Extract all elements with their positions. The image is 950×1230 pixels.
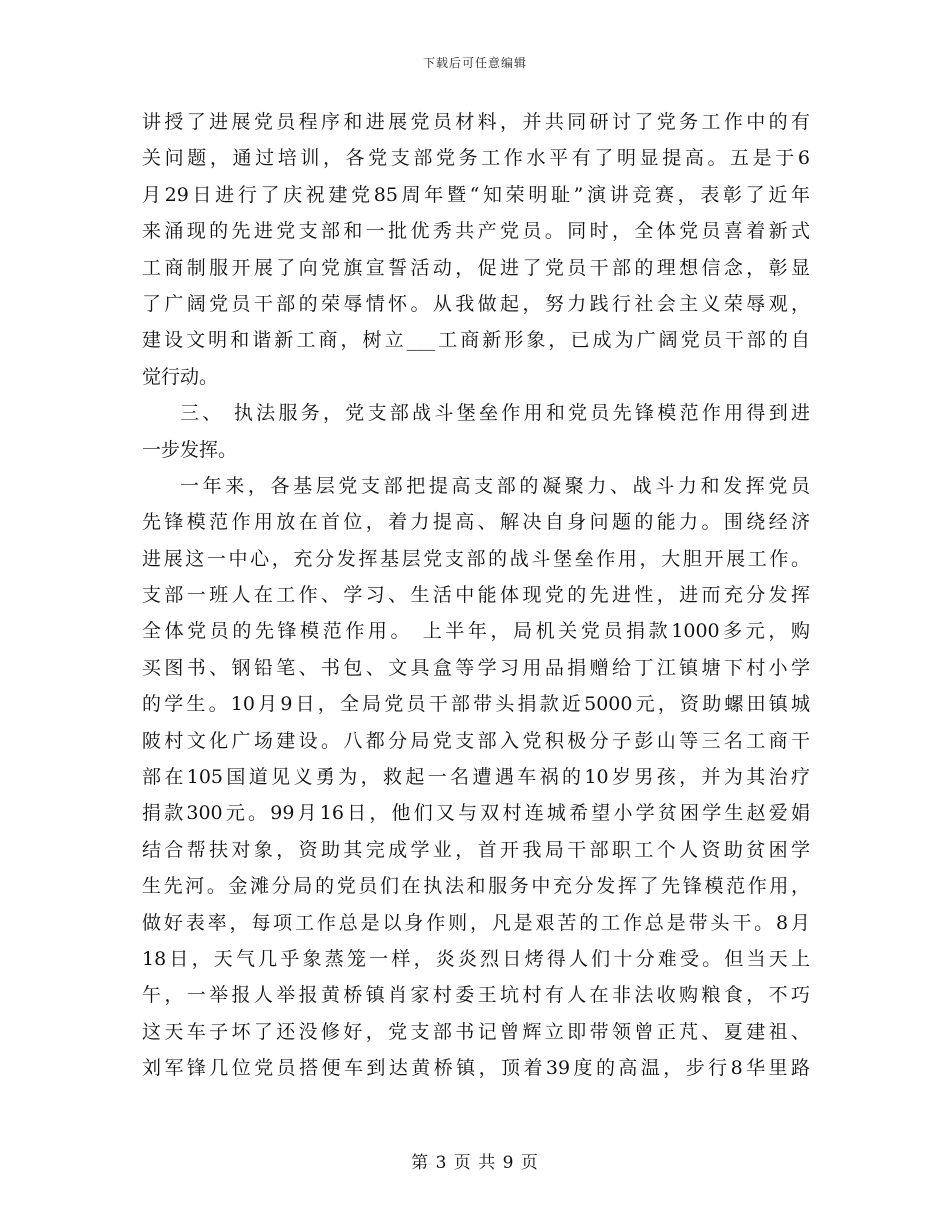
text-line: 18日，天气几乎象蒸笼一样，炎炎烈日烤得人们十分难受。但当天上 [142, 947, 810, 970]
text-line: 支部一班人在工作、学习、生活中能体现党的先进性，进而充分发挥 [142, 584, 810, 607]
page-header-note: 下载后可任意编辑 [422, 56, 527, 70]
text-line: 建设文明和谐新工商，树立___工商新形象，已成为广阔党员干部的自 [142, 329, 810, 352]
text-line: 来涌现的先进党支部和一批优秀共产党员。同时，全体党员喜着新式 [142, 220, 810, 243]
text-line: 工商制服开展了向党旗宣誓活动，促进了党员干部的理想信念，彰显 [142, 256, 810, 279]
text-line: 陂村文化广场建设。八都分局党支部入党积极分子彭山等三名工商干 [142, 729, 810, 752]
text-line: 进展这一中心，充分发挥基层党支部的战斗堡垒作用，大胆开展工作。 [142, 547, 810, 570]
text-line: 刘军锋几位党员搭便车到达黄桥镇，顶着39度的高温，步行8华里路 [142, 1057, 810, 1080]
text-line: 觉行动。 [142, 365, 219, 388]
text-line: 这天车子坏了还没修好，党支部书记曾辉立即带领曾正芃、夏建祖、 [142, 1020, 810, 1043]
text-line: 买图书、钢铅笔、书包、文具盒等学习用品捐赠给丁江镇塘下村小学 [142, 656, 810, 679]
text-line: 先锋模范作用放在首位，着力提高、解决自身问题的能力。围绕经济 [142, 511, 810, 534]
text-line: 部在105国道见义勇为，救起一名遭遇车祸的10岁男孩，并为其治疗 [142, 766, 810, 789]
text-line: 午，一举报人举报黄桥镇肖家村委王坑村有人在非法收购粮食，不巧 [142, 984, 810, 1007]
text-line: 结合帮扶对象，资助其完成学业，首开我局干部职工个人资助贫困学 [142, 838, 810, 861]
text-line: 做好表率，每项工作总是以身作则，凡是艰苦的工作总是带头干。8月 [142, 911, 810, 934]
text-line: 生先河。金滩分局的党员们在执法和服务中充分发挥了先锋模范作用， [142, 875, 810, 898]
text-line: 的学生。10月9日，全局党员干部带头捐款近5000元，资助螺田镇城 [142, 693, 810, 716]
text-line: 了广阔党员干部的荣辱情怀。从我做起，努力践行社会主义荣辱观， [142, 292, 810, 315]
text-line: 一年来，各基层党支部把提高支部的凝聚力、战斗力和发挥党员 [180, 474, 810, 497]
text-line: 讲授了进展党员程序和进展党员材料，并共同研讨了党务工作中的有 [142, 111, 810, 133]
section-heading-line: 一步发挥。 [142, 438, 238, 461]
text-line: 关问题，通过培训，各党支部党务工作水平有了明显提高。五是于6 [142, 147, 810, 170]
page-number: 第 3 页 共 9 页 [411, 1153, 539, 1173]
section-heading-line: 三、 执法服务，党支部战斗堡垒作用和党员先锋模范作用得到进 [180, 402, 810, 425]
document-body [142, 104, 810, 1087]
text-line: 月29日进行了庆祝建党85周年暨“知荣明耻”演讲竞赛，表彰了近年 [142, 183, 810, 206]
text-line: 捐款300元。99月16日，他们又与双村连城希望小学贫困学生赵爱娟 [142, 802, 810, 825]
text-line: 全体党员的先锋模范作用。 上半年，局机关党员捐款1000多元，购 [142, 620, 810, 643]
